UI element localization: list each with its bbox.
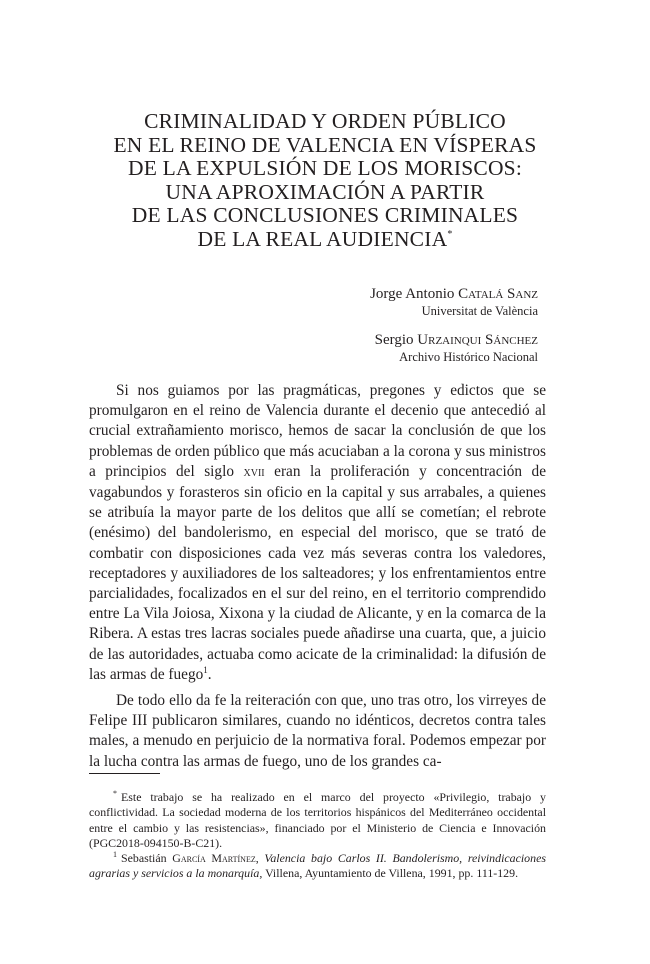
body-paragraph [89,381,546,685]
author-1 [370,285,538,320]
author-affiliation: Archivo Histórico Nacional [399,350,538,364]
title-line: DE LA EXPULSIÓN DE LOS MORISCOS: [127,156,523,180]
body-text [89,381,546,772]
author-surname: Urzainqui Sánchez [417,332,538,348]
footnote-mark: * [113,789,117,798]
author-name [370,285,538,303]
body-paragraph: De todo ello da fe la reiteración con que, uno tras otro, los virreyes de Felipe III publicaron similares, cuando no idénticos, decretos contra tales males, a menudo en perjuicio de la normativa foral. Podemos empezar por la lucha contra las armas de fuego, uno de los grandes ca- [89,692,546,770]
author-given-name: Sergio [374,332,414,348]
author-affiliation: Universitat de València [421,304,538,318]
title-line: EN EL REINO DE VALENCIA EN VÍSPERAS [113,132,537,157]
title-line: UNA APROXIMACIÓN A PARTIR [165,179,485,204]
title-line [80,228,570,252]
authors-block [370,285,538,366]
century-numeral: xvii [243,464,265,480]
article-title [80,110,570,251]
footnote-book-title: Valencia bajo Carlos II. Bandolerismo, reivindicaciones agrarias y servicios a la monarquía, [89,851,546,881]
footnote: $^1$ Sebastián García Martínez, Valencia bajo Carlos II. Bandolerismo, reivindicaciones agrarias y servicios a la monarquía, Villena, Ayuntamiento de Villena, 1991, pp. 111-129. [89,850,546,881]
footnote [89,790,546,851]
footnote-author-given: Sebastián [121,851,167,866]
footnote-ref: 1 [203,664,208,675]
title-line: DE LAS CONCLUSIONES CRIMINALES [131,203,519,227]
footnotes [89,790,546,882]
footnote-text: Villena, Ayuntamiento de Villena, 1991, pp. 111-129. [265,866,519,881]
footnote-author-surname: García Martínez [172,851,256,866]
title-note-mark: * [447,228,453,240]
paragraph-text: Si nos guiamos por las pragmáticas, pregones y edictos que se promulgaron en el reino de Valencia durante el decenio que antecedió al crucial extrañamiento morisco, hemos de sacar la conclusión de que los problemas de orden público que más acuciaban a la corona y sus ministros a principios del siglo [89,382,546,480]
footnote-rule [89,773,160,774]
author-surname: Catalá Sanz [458,286,538,302]
author-given-name: Jorge Antonio [370,286,455,302]
paragraph-text: eran la proliferación y concentración de vagabundos y forasteros sin oficio en la capital y sus arrabales, a quienes se atribuía la mayor parte de los delitos que allí se cometían; el rebrote (enésimo) del bandolerismo, en especial del morisco, que se trató de combatir con disposiciones cada vez más severas contra los valedores, receptadores y auxiliadores de los salteadores; y los enfrentamientos entre parcialidades, focalizados en el sur del reino, en el territorio comprendido entre La Vila Joiosa, Xixona y la ciudad de Alicante, y en la comarca de la Ribera. A estas tres lacras sociales puede añadirse una cuarta, que, a juicio de las autoridades, actuaba como acicate de la criminalidad: la difusión de las armas de fuego [89,462,546,683]
author-name [370,331,538,349]
footnote-text: Este trabajo se ha realizado en el marco del proyecto «Privilegio, trabajo y conflictividad. La sociedad moderna de los territorios hispánicos del Mediterráneo occidental entre el cambio y las resistencias», financiado por el Ministerio de Ciencia e Innovación (PGC2018-094150-B-C21). [89,790,546,850]
paragraph-end: . [207,665,212,683]
author-2 [370,331,538,366]
footnote-mark: 1 [113,850,117,860]
title-line-text: DE LA REAL AUDIENCIA [197,226,448,251]
title-line: CRIMINALIDAD Y ORDEN PÚBLICO [144,109,506,133]
